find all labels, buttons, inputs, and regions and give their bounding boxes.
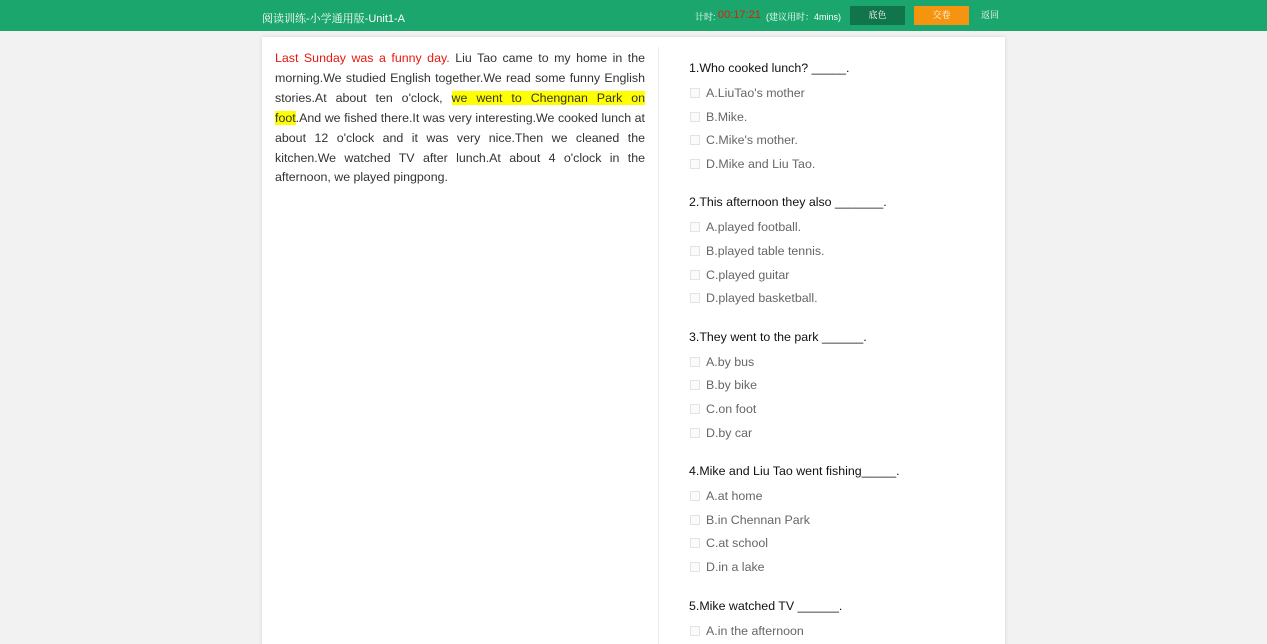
option-label: A.by bus [706,354,755,369]
option-a[interactable] [689,83,989,107]
option-d[interactable] [689,557,989,581]
checkbox-icon[interactable] [690,357,700,367]
option-label: C.Mike's mother. [706,133,798,148]
option-label: C.on foot [706,401,757,416]
option-label: C.played guitar [706,267,790,282]
option-label: B.Mike. [706,109,748,124]
question-text: 1.Who cooked lunch? _____. [689,61,850,75]
checkbox-icon[interactable] [690,404,700,414]
top-bar [0,0,1267,31]
checkbox-icon[interactable] [690,270,700,280]
option-c[interactable] [689,265,989,289]
timer-value: 00:17:21 [718,9,761,21]
checkbox-icon[interactable] [690,246,700,256]
option-label: A.played football. [706,220,802,235]
option-label: D.in a lake [706,559,765,574]
checkbox-icon[interactable] [690,562,700,572]
question-5 [689,596,989,644]
checkbox-icon[interactable] [690,222,700,232]
option-b[interactable] [689,510,989,534]
checkbox-icon[interactable] [690,380,700,390]
checkbox-icon[interactable] [690,626,700,636]
submit-button[interactable]: 交卷 [914,6,969,25]
checkbox-icon[interactable] [690,428,700,438]
option-b[interactable] [689,107,989,131]
background-color-button[interactable]: 底色 [850,6,905,25]
exercise-card [262,37,1005,644]
reading-passage [275,49,645,188]
option-a[interactable] [689,352,989,376]
passage-text: .And we fished there.It was very interesting.We cooked lunch at about 12 o'clock and it was very nice.Then we cleaned the kitchen.We watched TV after lunch.At about 4 o'clock in the afternoon, we played pingpong. [275,110,645,185]
question-text: 4.Mike and Liu Tao went fishing_____. [689,464,900,479]
question-3 [689,327,989,446]
option-label: C.at school [706,536,768,551]
option-a[interactable] [689,217,989,241]
back-button[interactable]: 返回 [980,10,999,20]
checkbox-icon[interactable] [690,135,700,145]
option-d[interactable] [689,423,989,447]
option-c[interactable] [689,399,989,423]
option-label: B.in Chennan Park [706,512,811,527]
option-b[interactable] [689,241,989,265]
timer-label: 计时: [695,12,716,22]
column-divider [658,47,659,644]
option-label: A.in the afternoon [706,623,804,638]
passage-highlight: we went to Chengnan Park on foot [275,90,645,125]
checkbox-icon[interactable] [690,538,700,548]
checkbox-icon[interactable] [690,491,700,501]
checkbox-icon[interactable] [690,112,700,122]
question-list [689,58,989,644]
option-label: B.by bike [706,378,757,393]
option-d[interactable] [689,288,989,312]
checkbox-icon[interactable] [690,515,700,525]
question-4 [689,461,989,580]
question-1 [689,58,989,177]
option-label: A.LiuTao's mother [706,86,805,100]
option-b[interactable] [689,375,989,399]
question-text: 2.This afternoon they also _______. [689,195,887,210]
option-label: D.Mike and Liu Tao. [706,156,816,171]
option-a[interactable] [689,621,989,644]
option-label: D.played basketball. [706,291,818,306]
question-2 [689,192,989,311]
question-text: 3.They went to the park ______. [689,329,867,344]
passage-text: Liu Tao came to my home in the morning.We studied English together.We read some funny English stories.At about ten o'clock, [275,51,645,105]
option-label: B.played table tennis. [706,243,825,258]
option-c[interactable] [689,130,989,154]
page-title: 阅读训练-小学通用版-Unit1-A [262,13,406,25]
option-label: D.by car [706,425,753,440]
option-d[interactable] [689,154,989,178]
passage-lead-sentence: Last Sunday was a funny day. [275,51,450,65]
suggested-time-hint: (建议用时：4mins) [766,12,842,22]
question-text: 5.Mike watched TV ______. [689,598,843,613]
option-a[interactable] [689,486,989,510]
checkbox-icon[interactable] [690,293,700,303]
option-c[interactable] [689,533,989,557]
checkbox-icon[interactable] [690,159,700,169]
checkbox-icon[interactable] [690,88,700,98]
option-label: A.at home [706,489,763,504]
